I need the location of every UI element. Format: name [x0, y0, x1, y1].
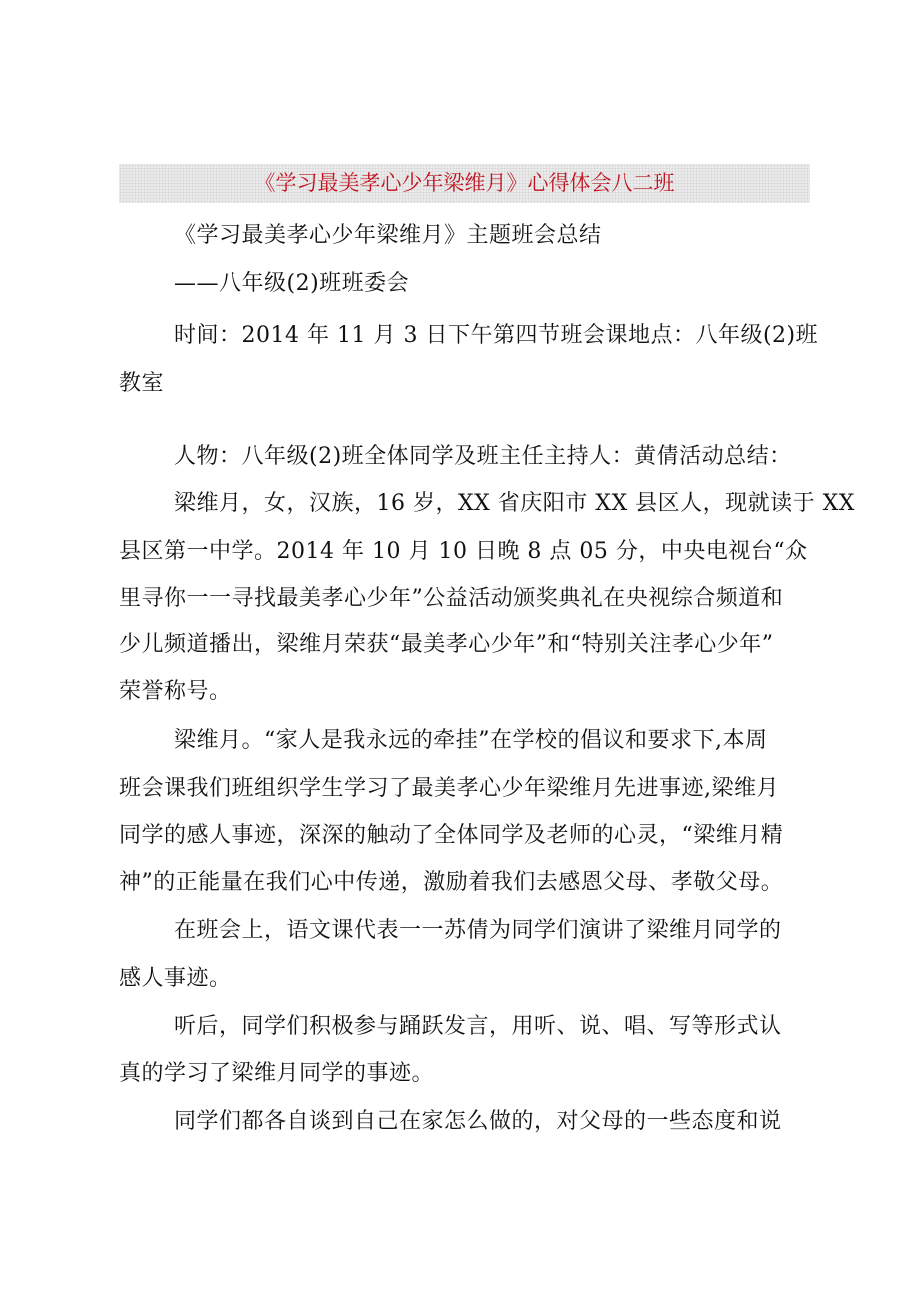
paragraph-line: 县区第一中学。2014 年 10 月 10 日晚 8 点 05 分，中央电视台“众	[119, 539, 808, 564]
paragraph-line: 班会课我们班组织学生学习了最美孝心少年梁维月先进事迹,梁维月	[119, 776, 779, 801]
paragraph-line: 感人事迹。	[119, 966, 232, 991]
paragraph-line: 同学们都各自谈到自己在家怎么做的，对父母的一些态度和说	[174, 1109, 782, 1134]
paragraph-line: 梁维月，女，汉族，16 岁，XX 省庆阳市 XX 县区人，现就读于 XX	[174, 491, 855, 516]
author-line: ——八年级(2)班班委会	[174, 271, 410, 296]
paragraph-line: 少儿频道播出，梁维月荣获“最美孝心少年”和“特别关注孝心少年”	[119, 632, 774, 657]
paragraph-line: 同学的感人事迹，深深的触动了全体同学及老师的心灵，“梁维月精	[119, 823, 784, 848]
paragraph-line: 时间：2014 年 11 月 3 日下午第四节班会课地点：八年级(2)班	[174, 323, 819, 348]
paragraph-line: 在班会上，语文课代表一一苏倩为同学们演讲了梁维月同学的	[174, 918, 782, 943]
subtitle-line: 《学习最美孝心少年梁维月》主题班会总结	[174, 223, 602, 248]
paragraph-line: 教室	[119, 371, 165, 396]
paragraph-line: 真的学习了梁维月同学的事迹。	[119, 1061, 435, 1086]
paragraph-line: 人物：八年级(2)班全体同学及班主任主持人：黄倩活动总结：	[174, 444, 792, 469]
paragraph-line: 神”的正能量在我们心中传递，激励着我们去感恩父母、孝敬父母。	[119, 870, 784, 895]
document-title: 《学习最美孝心少年梁维月》心得体会八二班	[254, 171, 675, 195]
paragraph-line: 荣誉称号。	[119, 679, 232, 704]
document-title-bar	[119, 164, 810, 203]
paragraph-line: 里寻你一一寻找最美孝心少年”公益活动颁奖典礼在央视综合频道和	[119, 586, 784, 611]
paragraph-line: 梁维月。“家人是我永远的牵挂”在学校的倡议和要求下,本周	[174, 728, 768, 753]
paragraph-line: 听后，同学们积极参与踊跃发言，用听、说、唱、写等形式认	[174, 1014, 782, 1039]
